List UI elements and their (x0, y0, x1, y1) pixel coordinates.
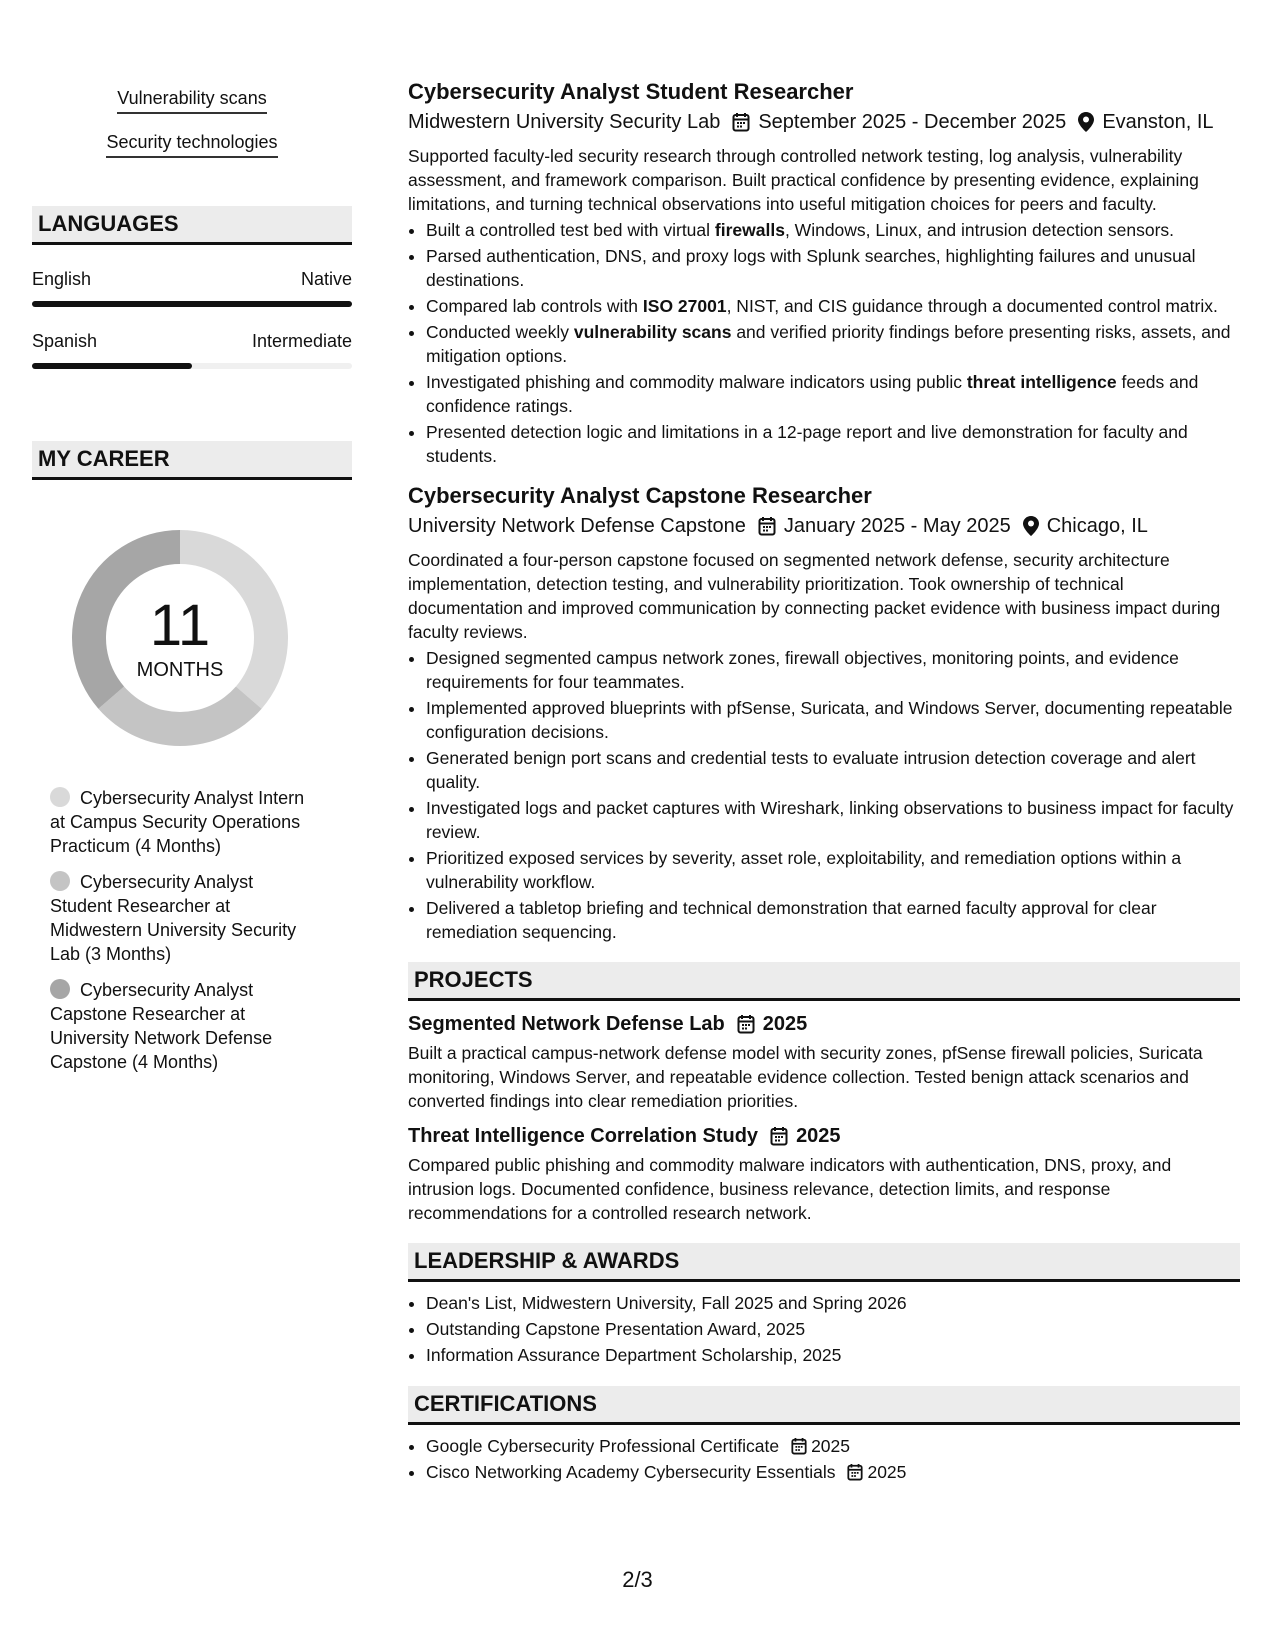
language-proficiency-fill (32, 301, 352, 307)
job-summary: Supported faculty-led security research through controlled network testing, log analysis, vulnerability assessment, and framework comparison. Built practical confidence by presenting evidence, explaining limitations, and turning technical observations into useful mitigation choices for peers and faculty. (408, 146, 1199, 214)
calendar-icon (758, 516, 776, 536)
project-entry (408, 1123, 1240, 1225)
language-proficiency-bar (32, 363, 352, 369)
calendar-icon (732, 112, 750, 132)
language-level: Intermediate (251, 331, 352, 351)
project-title: Threat Intelligence Correlation Study (408, 1125, 759, 1147)
career-heading: MY CAREER (32, 441, 352, 480)
job-bullets (408, 646, 1240, 944)
job-meta (408, 512, 1240, 540)
job-dates: January 2025 - May 2025 (783, 515, 1011, 537)
job-bullet: • Generated benign port scans and credential tests to evaluate intrusion detection coverage and alert quality. (426, 746, 1240, 794)
job-bullet: • Compared lab controls with ISO 27001, NIST, and CIS guidance through a documented control matrix. (426, 294, 1240, 318)
map-pin-icon (1023, 516, 1039, 536)
career-legend (50, 786, 320, 1074)
career-legend-item (50, 786, 320, 858)
calendar-icon (770, 1126, 788, 1146)
language-name: Spanish (32, 331, 98, 351)
skill-list (32, 80, 352, 168)
project-entry (408, 1011, 1240, 1113)
projects-heading: PROJECTS (408, 962, 1240, 1001)
leadership-item: • Information Assurance Department Scholarship, 2025 (426, 1342, 1240, 1368)
job-bullets (408, 218, 1240, 468)
career-legend-text: Cybersecurity Analyst Capstone Researcher at University Network Defense Capstone (4 Months) (50, 980, 273, 1072)
main-content (408, 78, 1240, 1485)
language-proficiency-bar (32, 301, 352, 307)
calendar-icon (847, 1463, 863, 1481)
job-entry (408, 78, 1240, 468)
job-location: Evanston, IL (1102, 111, 1214, 133)
job-bullet: • Parsed authentication, DNS, and proxy logs with Splunk searches, highlighting failures and unusual destinations. (426, 244, 1240, 292)
project-description: Compared public phishing and commodity malware indicators with authentication, DNS, proxy, and intrusion logs. Documented confidence, business relevance, detection limits, and response recommendations for a controlled research network. (408, 1155, 1172, 1223)
job-bullet: • Implemented approved blueprints with pfSense, Suricata, and Windows Server, documenting repeatable configuration decisions. (426, 696, 1240, 744)
leadership-heading: LEADERSHIP & AWARDS (408, 1243, 1240, 1282)
certification-item (426, 1459, 1240, 1485)
job-bullet: • Presented detection logic and limitations in a 12-page report and live demonstration for faculty and students. (426, 420, 1240, 468)
job-organization: Midwestern University Security Lab (408, 111, 721, 133)
certifications-heading: CERTIFICATIONS (408, 1386, 1240, 1425)
project-year: 2025 (762, 1013, 808, 1035)
legend-dot (50, 787, 70, 807)
job-bullet: • Investigated phishing and commodity malware indicators using public threat intelligence feeds and confidence ratings. (426, 370, 1240, 418)
job-bullet: • Built a controlled test bed with virtual firewalls, Windows, Linux, and intrusion detection sensors. (426, 218, 1240, 242)
page-number: 2/3 (622, 1567, 653, 1592)
skill-tag: Security technologies (106, 130, 277, 158)
career-total-number: 11 (149, 593, 211, 658)
certification-year: 2025 (811, 1436, 851, 1456)
certification-year: 2025 (867, 1462, 907, 1482)
legend-dot (50, 871, 70, 891)
job-meta (408, 108, 1240, 136)
job-title: Cybersecurity Analyst Capstone Researcher (408, 483, 872, 508)
career-legend-item (50, 978, 320, 1074)
leadership-list (408, 1290, 1240, 1368)
job-bullet: • Prioritized exposed services by severity, asset role, exploitability, and remediation options within a vulnerability workflow. (426, 846, 1240, 894)
career-legend-text: Cybersecurity Analyst Student Researcher at Midwestern University Security Lab (3 Months) (50, 872, 297, 964)
job-dates: September 2025 - December 2025 (758, 111, 1067, 133)
job-title: Cybersecurity Analyst Student Researcher (408, 79, 854, 104)
language-proficiency-fill (32, 363, 192, 369)
job-bullet: • Conducted weekly vulnerability scans and verified priority findings before presenting risks, assets, and mitigation options. (426, 320, 1240, 368)
calendar-icon (737, 1014, 755, 1034)
career-legend-item (50, 870, 320, 966)
calendar-icon (791, 1437, 807, 1455)
certification-name: • Google Cybersecurity Professional Certificate (426, 1436, 780, 1456)
skill-tag: Vulnerability scans (117, 86, 266, 114)
job-bullet: • Delivered a tabletop briefing and technical demonstration that earned faculty approval for clear remediation sequencing. (426, 896, 1240, 944)
language-item (32, 329, 352, 369)
certifications-list (408, 1433, 1240, 1485)
job-bullet: • Designed segmented campus network zones, firewall objectives, monitoring points, and evidence requirements for four teammates. (426, 646, 1240, 694)
language-name: English (32, 269, 92, 289)
job-organization: University Network Defense Capstone (408, 515, 746, 537)
language-level: Native (300, 269, 352, 289)
project-description: Built a practical campus-network defense model with security zones, pfSense firewall policies, Suricata monitoring, Windows Server, and repeatable evidence collection. Tested benign attack scenarios and converted findings into clear remediation priorities. (408, 1043, 1203, 1111)
project-year: 2025 (796, 1125, 841, 1147)
certification-item (426, 1433, 1240, 1459)
career-donut-chart (66, 524, 294, 752)
languages-heading: LANGUAGES (32, 206, 352, 245)
job-entry (408, 482, 1240, 944)
sidebar (32, 80, 352, 1086)
career-total-unit: MONTHS (136, 659, 224, 681)
project-title: Segmented Network Defense Lab (408, 1013, 725, 1035)
career-legend-text: Cybersecurity Analyst Intern at Campus Security Operations Practicum (4 Months) (50, 788, 305, 856)
job-bullet: • Investigated logs and packet captures with Wireshark, linking observations to business impact for faculty review. (426, 796, 1240, 844)
legend-dot (50, 979, 70, 999)
certification-name: • Cisco Networking Academy Cybersecurity Essentials (426, 1462, 836, 1482)
job-summary: Coordinated a four-person capstone focused on segmented network defense, security architecture implementation, detection testing, and vulnerability prioritization. Took ownership of technical documentation and improved communication by connecting packet evidence with business impact during faculty reviews. (408, 550, 1221, 642)
job-location: Chicago, IL (1046, 515, 1148, 537)
map-pin-icon (1078, 112, 1094, 132)
leadership-item: • Outstanding Capstone Presentation Award, 2025 (426, 1316, 1240, 1342)
leadership-item: • Dean's List, Midwestern University, Fall 2025 and Spring 2026 (426, 1290, 1240, 1316)
language-item (32, 267, 352, 307)
